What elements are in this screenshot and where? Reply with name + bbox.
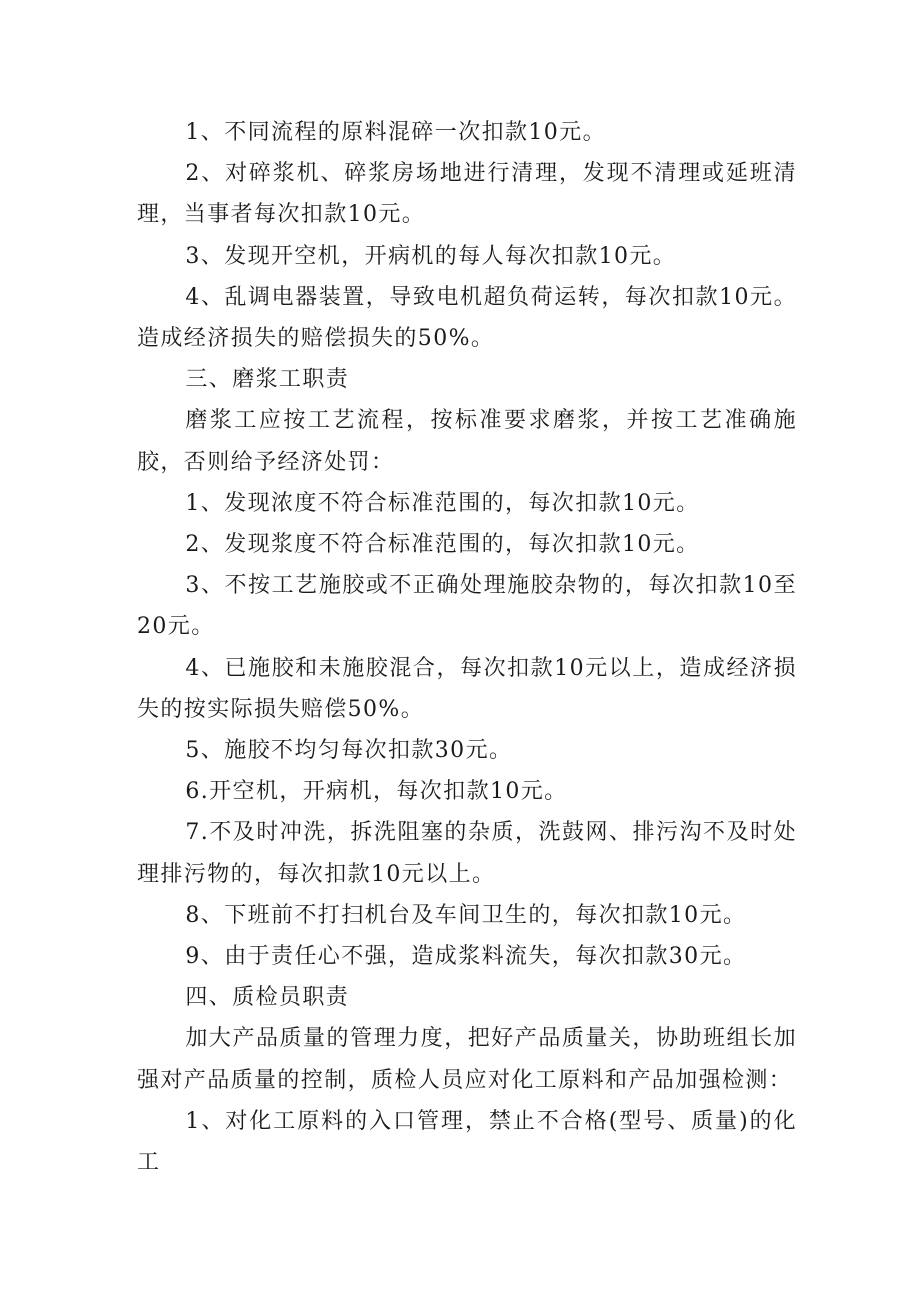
- paragraph: 加大产品质量的管理力度，把好产品质量关，协助班组长加强对产品质量的控制，质检人员应对化工原料和产品加强检测：: [137, 1026, 797, 1093]
- paragraph: 1、发现浓度不符合标准范围的，每次扣款10元。: [185, 490, 700, 516]
- paragraph: 磨浆工应按工艺流程，按标准要求磨浆，并按工艺准确施胶，否则给予经济处罚：: [137, 408, 797, 475]
- document-body: [137, 112, 797, 1183]
- paragraph: 3、发现开空机，开病机的每人每次扣款10元。: [185, 243, 677, 269]
- paragraph: 7.不及时冲洗，拆洗阻塞的杂质，洗鼓网、排污沟不及时处理排污物的，每次扣款10元以上。: [137, 820, 797, 887]
- section-heading: 三、磨浆工职责: [185, 367, 350, 393]
- section-heading: 四、质检员职责: [185, 985, 350, 1011]
- paragraph: 2、对碎浆机、碎浆房场地进行清理，发现不清理或延班清理，当事者每次扣款10元。: [137, 161, 797, 228]
- paragraph: 3、不按工艺施胶或不正确处理施胶杂物的，每次扣款10至20元。: [137, 573, 797, 640]
- paragraph: 4、已施胶和未施胶混合，每次扣款10元以上，造成经济损失的按实际损失赔偿50%。: [137, 655, 797, 722]
- paragraph: 9、由于责任心不强，造成浆料流失，每次扣款30元。: [185, 944, 747, 970]
- paragraph: 4、乱调电器装置，导致电机超负荷运转，每次扣款10元。造成经济损失的赔偿损失的50%。: [137, 284, 797, 352]
- paragraph: 1、不同流程的原料混碎一次扣款10元。: [185, 120, 606, 145]
- paragraph: 5、施胶不均匀每次扣款30元。: [185, 738, 513, 764]
- paragraph: 6.开空机，开病机，每次扣款10元。: [185, 779, 568, 805]
- paragraph: 8、下班前不打扫机台及车间卫生的，每次扣款10元。: [185, 902, 747, 928]
- paragraph: 1、对化工原料的入口管理，禁止不合格(型号、质量)的化工: [137, 1108, 797, 1176]
- paragraph: 2、发现浆度不符合标准范围的，每次扣款10元。: [185, 532, 700, 558]
